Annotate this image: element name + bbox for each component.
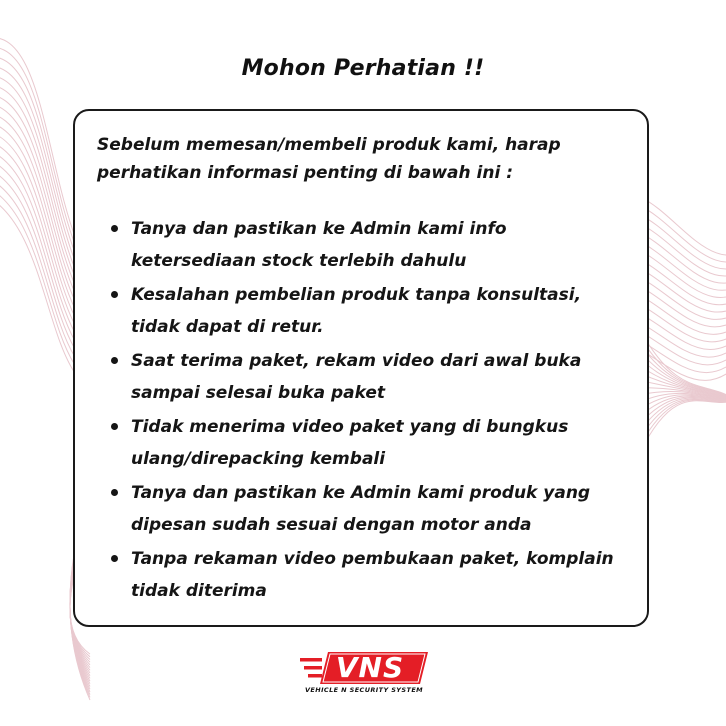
page-title: Mohon Perhatian !! xyxy=(241,56,485,81)
list-item xyxy=(97,345,627,409)
bullet-icon xyxy=(111,225,118,232)
bullet-icon xyxy=(111,555,118,562)
logo-wordmark: VNS xyxy=(335,651,405,684)
rule-text: Tidak menerima video paket yang di bungkus ulang/direpacking kembali xyxy=(131,417,569,469)
rule-text: Tanya dan pastikan ke Admin kami info ketersediaan stock terlebih dahulu xyxy=(131,219,507,271)
rule-text: Tanya dan pastikan ke Admin kami produk yang dipesan sudah sesuai dengan motor anda xyxy=(131,483,591,535)
intro-text: Sebelum memesan/membeli produk kami, harap perhatikan informasi penting di bawah ini : xyxy=(97,135,561,183)
bullet-icon xyxy=(111,291,118,298)
bullet-icon xyxy=(111,357,118,364)
rules-list xyxy=(97,213,627,609)
list-item xyxy=(97,213,627,277)
list-item xyxy=(97,477,627,541)
rule-text: Saat terima paket, rekam video dari awal buka sampai selesai buka paket xyxy=(131,351,582,403)
logo-tagline: VEHICLE N SECURITY SYSTEM xyxy=(304,686,424,694)
rule-text: Kesalahan pembelian produk tanpa konsultasi, tidak dapat di retur. xyxy=(131,285,582,337)
list-item xyxy=(97,279,627,343)
vns-logo xyxy=(300,651,428,697)
list-item xyxy=(97,411,627,475)
bullet-icon xyxy=(111,489,118,496)
rule-text: Tanpa rekaman video pembukaan paket, komplain tidak diterima xyxy=(131,549,614,601)
bullet-icon xyxy=(111,423,118,430)
notice-card xyxy=(73,109,649,627)
list-item xyxy=(97,543,627,607)
